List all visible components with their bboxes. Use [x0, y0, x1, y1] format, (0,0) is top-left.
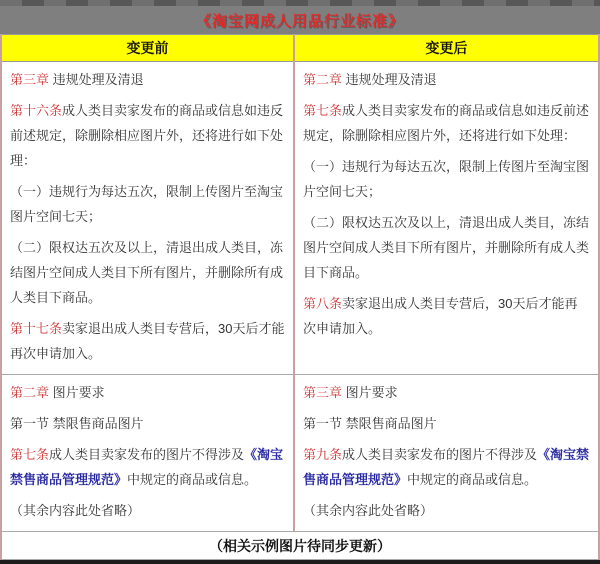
footer-row — [1, 532, 599, 560]
cell-before-violation — [1, 62, 294, 375]
clause-marker: 第三章 — [10, 72, 53, 87]
paragraph — [303, 380, 590, 405]
paragraph — [10, 316, 285, 366]
table-row-violation-handling — [1, 62, 599, 375]
cell-before-images — [1, 375, 294, 532]
text-segment: 中规定的商品或信息。 — [127, 472, 258, 487]
clause-marker: 第七条 — [10, 447, 50, 462]
cell-after-images — [294, 375, 599, 532]
header-row — [1, 35, 599, 62]
clause-marker: 第九条 — [303, 447, 343, 462]
text-segment: 卖家退出成人类目专营后，30天后才能再次申请加入。 — [303, 296, 578, 336]
paragraph — [10, 235, 285, 310]
paragraph — [303, 98, 590, 148]
text-segment: （二）限权达五次及以上，清退出成人类目，冻结图片空间成人类目下所有图片，并删除所有成人类目下商品。 — [10, 240, 284, 305]
paragraph — [10, 98, 285, 173]
text-segment: 成人类目卖家发布的商品或信息如违反前述规定，除删除相应图片外，还将进行如下处理： — [303, 103, 590, 143]
paragraph — [303, 411, 590, 436]
paragraph — [303, 291, 590, 341]
text-segment: 图片要求 — [345, 385, 398, 400]
paragraph — [303, 154, 590, 204]
paragraph — [303, 442, 590, 492]
paragraph — [303, 67, 590, 92]
cell-after-violation — [294, 62, 599, 375]
clause-marker: 第十六条 — [10, 103, 63, 118]
comparison-table — [0, 34, 600, 560]
paragraph — [303, 498, 590, 523]
paragraph — [10, 67, 285, 92]
text-segment: 中规定的商品或信息。 — [407, 472, 538, 487]
text-segment: 卖家退出成人类目专营后，30天后才能再次申请加入。 — [10, 321, 285, 361]
paragraph — [10, 380, 285, 405]
paragraph — [10, 442, 285, 492]
text-segment: （一）违规行为每达五次，限制上传图片至淘宝图片空间七天； — [10, 184, 284, 224]
column-header-after: 变更后 — [294, 35, 599, 62]
clause-marker: 第八条 — [303, 296, 343, 311]
clause-marker: 第十七条 — [10, 321, 63, 336]
text-segment: 违规处理及清退 — [345, 72, 437, 87]
clause-marker: 第七条 — [303, 103, 343, 118]
paragraph — [10, 411, 285, 436]
text-segment: （其余内容此处省略） — [10, 503, 141, 518]
text-segment: （其余内容此处省略） — [303, 503, 434, 518]
paragraph — [10, 498, 285, 523]
text-segment: 第一节 禁限售商品图片 — [303, 416, 437, 431]
regulation-link[interactable]: 《淘宝禁售商品管理规范》 — [303, 447, 590, 487]
footer-note: （相关示例图片待同步更新） — [1, 532, 599, 560]
document-title-bar — [0, 6, 600, 34]
text-segment: （二）限权达五次及以上，清退出成人类目，冻结图片空间成人类目下所有图片，并删除所有成人类目下商品。 — [303, 215, 590, 280]
clause-marker: 第三章 — [303, 385, 346, 400]
table-row-image-requirements — [1, 375, 599, 532]
text-segment: 第一节 禁限售商品图片 — [10, 416, 144, 431]
text-segment: 成人类目卖家发布的商品或信息如违反前述规定，除删除相应图片外，还将进行如下处理： — [10, 103, 284, 168]
regulation-link[interactable]: 《淘宝禁售商品管理规范》 — [10, 447, 284, 487]
clause-marker: 第二章 — [303, 72, 346, 87]
text-segment: 图片要求 — [52, 385, 105, 400]
clause-marker: 第二章 — [10, 385, 53, 400]
text-segment: 成人类目卖家发布的图片不得涉及 — [49, 447, 245, 462]
paragraph — [303, 210, 590, 285]
text-segment: 违规处理及清退 — [52, 72, 144, 87]
paragraph — [10, 179, 285, 229]
text-segment: 成人类目卖家发布的图片不得涉及 — [342, 447, 538, 462]
page-title: 《淘宝网成人用品行业标准》 — [195, 12, 404, 30]
text-segment: （一）违规行为每达五次，限制上传图片至淘宝图片空间七天； — [303, 159, 590, 199]
column-header-before: 变更前 — [1, 35, 294, 62]
